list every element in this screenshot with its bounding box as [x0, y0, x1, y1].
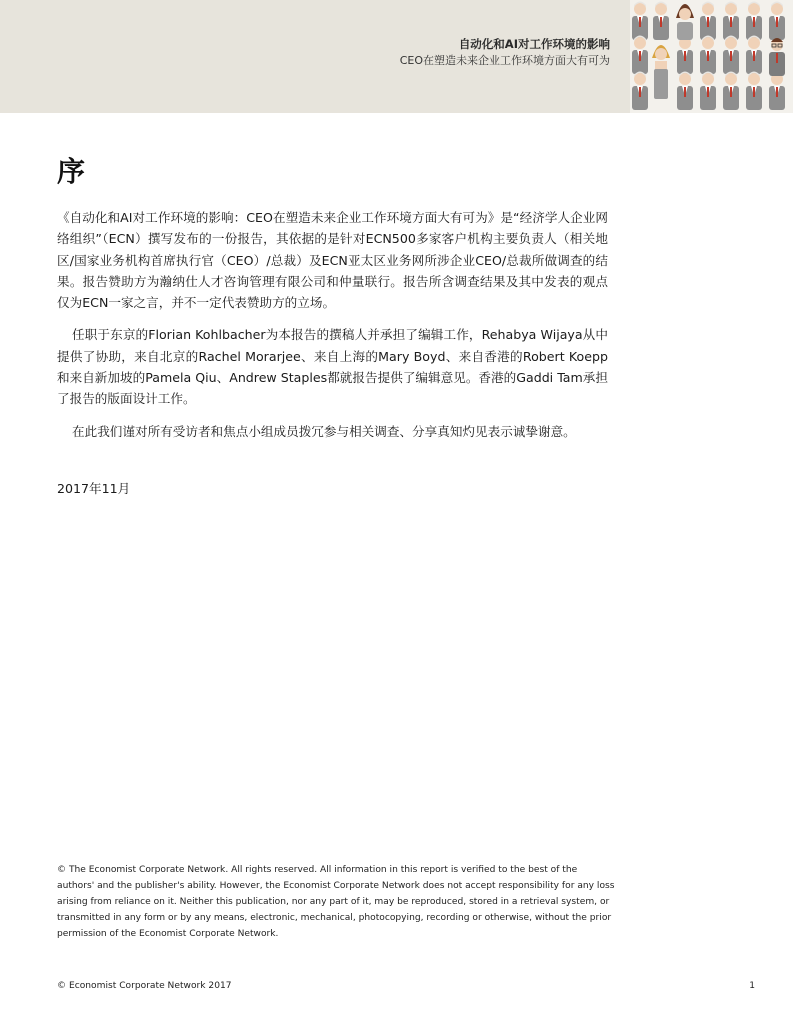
preface-body [57, 207, 608, 453]
section-title: 序 [57, 155, 86, 188]
crowd-of-office-people-illustration [630, 0, 793, 113]
page-number: 1 [749, 981, 755, 991]
publication-date: 2017年11月 [57, 481, 131, 496]
report-subtitle: CEO在塑造未来企业工作环境方面大有可为 [399, 54, 610, 67]
footer-copyright: © Economist Corporate Network 2017 [57, 981, 232, 991]
legal-notice: © The Economist Corporate Network. All rights reserved. All information in this report is verified to the best of the authors' and the publisher's ability. However, the Economist Corporate Network does not accept responsibility for any loss arising from reliance on it. Neither this publication, nor any part of it, may be reproduced, stored in a retrieval system, or transmitted in any form or by any means, electronic, mechanical, photocopying, recording or otherwise, without the prior permission of the Economist Corporate Network. [57, 865, 615, 939]
paragraph-thanks: 在此我们谨对所有受访者和焦点小组成员拨冗参与相关调查、分享真知灼见表示诚挚谢意。 [72, 423, 576, 439]
paragraph-contributors: 任职于东京的Florian Kohlbacher为本报告的撰稿人并承担了编辑工作，Rehabya Wijaya从中提供了协助，来自北京的Rachel Morarjee、来自上海的Mary Boyd、来自香港的Robert Koepp和来自新加坡的Pamela Qiu、Andrew Staples都就报告提供了编辑意见。香港的Gaddi Tam承担了报告的版面设计工作。 [57, 327, 608, 407]
report-title: 自动化和AI对工作环境的影响 [458, 37, 610, 51]
paragraph-intro: 《自动化和AI对工作环境的影响：CEO在塑造未来企业工作环境方面大有可为》是“经济学人企业网络组织”（ECN）撰写发布的一份报告，其依据的是针对ECN500多家客户机构主要负责人（相关地区/国家业务机构首席执行官（CEO）/总裁）及ECN亚太区业务网所涉企业CEO/总裁所做调查的结果。报告赞助方为瀚纳仕人才咨询管理有限公司和仲量联行。报告所含调查结果及其中发表的观点仅为ECN一家之言，并不一定代表赞助方的立场。 [57, 210, 608, 311]
